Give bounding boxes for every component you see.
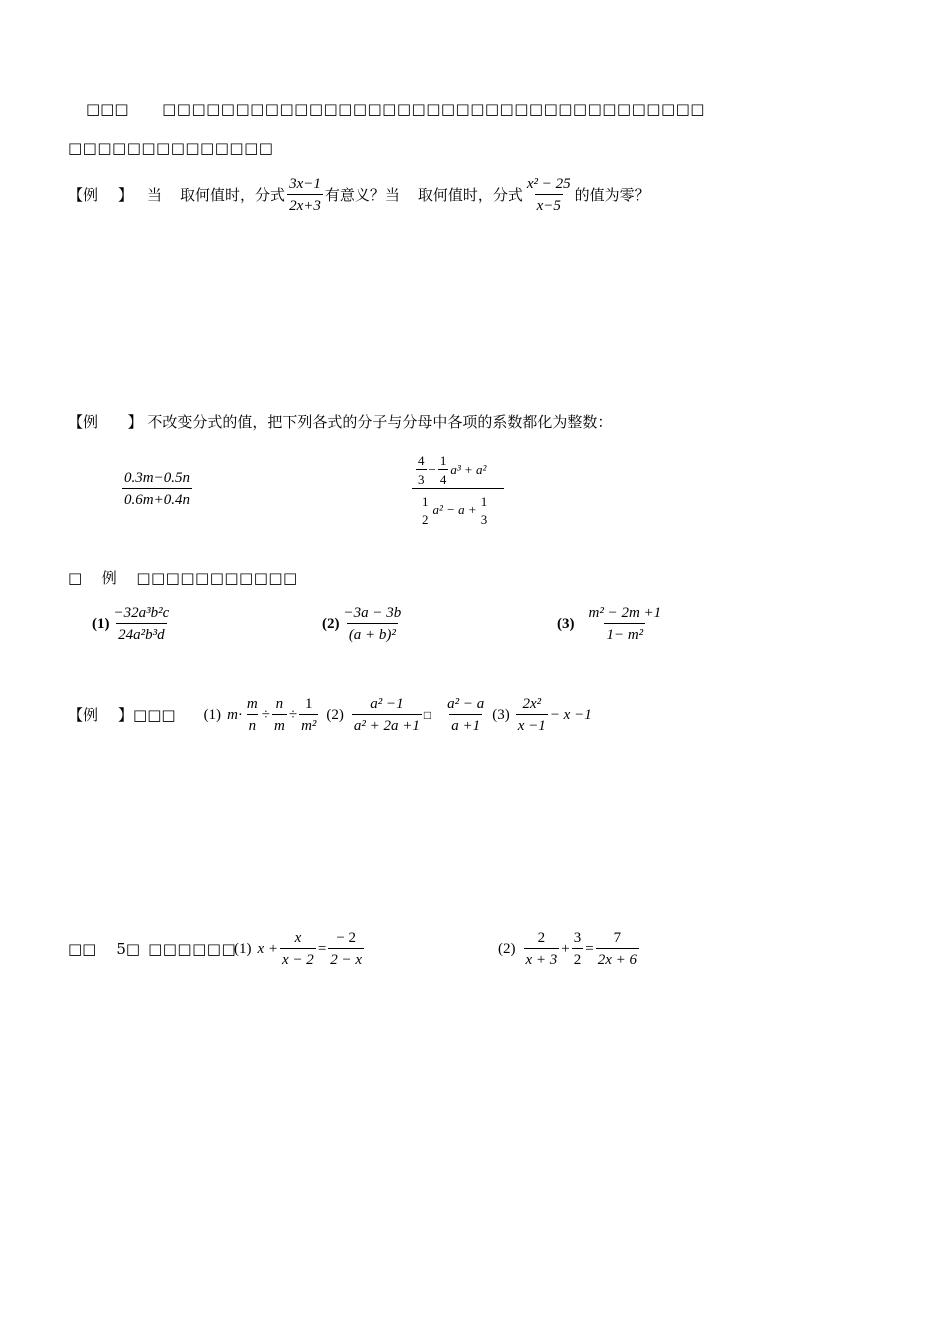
example-2-text: 不改变分式的值，把下列各式的分子与分母中各项的系数都化为整数： <box>147 413 613 431</box>
example-3-box: □ <box>68 569 83 587</box>
header-line-2 <box>68 139 273 157</box>
example-1-open: 【例 <box>68 186 99 204</box>
example-2-prompt <box>68 413 612 431</box>
example-2-complex-fraction <box>412 452 508 531</box>
header-text: □□□□□□□□□□□□□□□□□□□□□□□□□□□□□□□□□□□□□ <box>162 100 705 118</box>
example-3-problem-1: (1) $\frac{\text{−32a³b²c}}{\text{24a²b³d}}$ <box>92 605 170 643</box>
header-subtext: □□□□□□□□□□□□□□ <box>68 139 274 157</box>
complex-fraction-numerator: $\frac{4}{3}$ − $\frac{1}{4}$ a³ + a² <box>418 453 487 487</box>
example-3-problem-3: (3) $\frac{\text{m² − 2m +1}}{\text{1− m²}}$ <box>557 605 662 643</box>
example-3-problem-2: (2) $\frac{-3a - 3b}{\text{(a + b)²}}$ <box>322 605 402 643</box>
example-4-close: 】 <box>118 706 134 724</box>
example-3-prompt <box>68 569 298 587</box>
example-4-text: □□□ <box>133 706 176 724</box>
example-5-text: □□□□□□ <box>148 940 237 958</box>
example-1-close: 】 <box>118 186 134 204</box>
example-1-text-b: 取何值时，分式 <box>180 186 286 204</box>
example-3-text: □□□□□□□□□□□ <box>136 569 298 587</box>
example-5-problem-1: (1) x + $\frac{x}{x - 2}$ = $\frac{- 2}{2 - x}$ <box>234 930 363 968</box>
example-2-open: 【例 <box>68 413 99 431</box>
example-2-fraction-a: $\frac{0.3m-0.5n}{0.6m+0.4n}$ <box>124 470 190 508</box>
header-line-1 <box>86 100 705 118</box>
example-2-close: 】 <box>127 413 143 431</box>
example-1-fraction-2: $\frac{\text{x² − 25}}{x-5}$ <box>526 176 571 214</box>
example-1 <box>68 173 650 217</box>
example-4 <box>68 692 592 738</box>
example-5-label: □□ <box>68 940 97 958</box>
complex-fraction-denominator: 1 2 a² − a + 1 3 <box>422 493 488 527</box>
example-1-text-d: 取何值时，分式 <box>417 186 523 204</box>
example-4-problem-3: (3) $\frac{\text{2x²}}{x -1}$ − x −1 <box>492 696 592 734</box>
example-4-problem-2: (2) $\frac{\text{a² −1}}{\text{a² + 2a +1}}$ □ $\frac{\text{a² − a}}{a +1}$ <box>326 696 485 734</box>
example-4-problem-1: (1) m · $\frac{m}{n}$ ÷ $\frac{n}{m}$ ÷ $\frac{1}{\text{m²}}$ <box>203 696 317 734</box>
example-5-number: 5□ <box>116 940 141 958</box>
example-1-text-a: 当 <box>147 186 163 204</box>
example-5-problem-2: (2) $\frac{2}{x + 3}$ + $\frac{3}{2}$ = $\frac{7}{2x + 6}$ <box>498 930 637 968</box>
example-3-label: 例 <box>101 569 117 587</box>
example-1-fraction-1: $\frac{3x-1}{2x+3}$ <box>289 176 321 214</box>
header-label: □□□ <box>86 100 129 118</box>
example-1-text-e: 的值为零？ <box>574 186 650 204</box>
example-1-text-c: 有意义？当 <box>324 186 400 204</box>
example-4-open: 【例 <box>68 706 99 724</box>
example-5 <box>68 926 236 972</box>
